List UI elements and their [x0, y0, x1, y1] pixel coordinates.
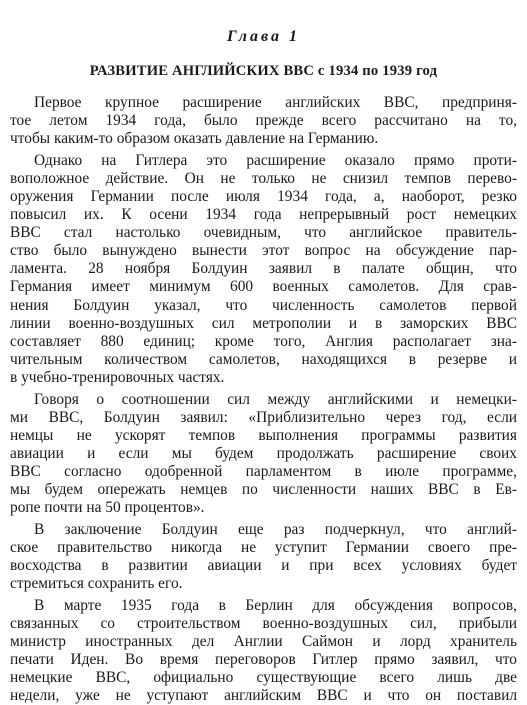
text-line: чительным количеством самолетов, находящихся в резерве и: [10, 350, 517, 368]
paragraph: [10, 597, 517, 705]
chapter-heading: Глава 1: [226, 28, 301, 45]
text-line: ское правительство никогда не уступит Германии своего пре-: [10, 538, 517, 556]
text-line: авиации и если мы будем продолжать расширение своих: [10, 444, 517, 462]
body-text: [10, 94, 517, 705]
text-line: связанных со строительством военно-воздушных сил, прибыли: [10, 614, 517, 632]
text-line: печати Иден. Во время переговоров Гитлер прямо заявил, что: [10, 650, 517, 668]
text-line: тое летом 1934 года, было прежде всего рассчитано на то,: [10, 112, 517, 130]
text-line: ВВС согласно одобренной парламентом в июле программе,: [10, 462, 517, 480]
text-line: стремиться сохранить его.: [10, 574, 183, 592]
text-line: ламента. 28 ноября Болдуин заявил в палате общин, что: [10, 260, 517, 278]
text-line: министр иностранных дел Англии Саймон и лорд хранитель: [10, 632, 517, 650]
text-line: В заключение Болдуин еще раз подчеркнул, что англий-: [34, 520, 517, 538]
text-line: чтобы каким-то образом оказать давление на Германию.: [10, 130, 379, 148]
text-line: составляет 880 единиц; кроме того, Англия располагает зна-: [10, 332, 517, 350]
text-line: линии военно-воздушных сил метрополии и в заморских ВВС: [10, 314, 517, 332]
text-line: В марте 1935 года в Берлин для обсуждения вопросов,: [34, 596, 517, 614]
text-line: немецкие ВВС, официально существующие всего лишь две: [10, 668, 517, 686]
paragraph: [10, 521, 517, 593]
text-line: немцы не ускорят темпов выполнения программы развития: [10, 426, 517, 444]
text-line: ми ВВС, Болдуин заявил: «Приблизительно через год, если: [10, 408, 517, 426]
text-line: Первое крупное расширение английских ВВС, предприня-: [34, 94, 517, 111]
paragraph: [10, 94, 517, 148]
text-line: восходства в развитии авиации и при всех условиях будет: [10, 556, 517, 574]
chapter-title: РАЗВИТИЕ АНГЛИЙСКИХ ВВС с 1934 по 1939 год: [89, 63, 438, 79]
text-line: Однако на Гитлера это расширение оказало прямо проти-: [34, 151, 517, 169]
text-line: недели, уже не уступают английским ВВС и что он поставил: [10, 687, 517, 704]
text-line: ропе почти на 50 процентов».: [10, 499, 205, 517]
paragraph: [10, 152, 517, 387]
text-line: ВВС стал настолько очевидным, что английское правитель-: [10, 224, 517, 242]
text-line: Говоря о соотношении сил между английскими и немецки-: [34, 390, 517, 408]
text-line: в учебно-тренировочных частях.: [10, 368, 225, 386]
text-line: ство было вынуждено вынести этот вопрос на обсуждение пар-: [10, 242, 517, 260]
text-line: оружения Германии после июля 1934 года, а, наоборот, резко: [10, 187, 517, 205]
text-line: мы будем опережать немцев по численности наших ВВС в Ев-: [10, 480, 517, 498]
text-line: Германия имеет минимум 600 военных самолетов. Для срав-: [10, 278, 517, 296]
paragraph: [10, 391, 517, 518]
text-line: нения Болдуин указал, что численность самолетов первой: [10, 296, 517, 314]
text-line: повысил их. К осени 1934 года непрерывный рост немецких: [10, 206, 517, 224]
text-line: воположное действие. Он не только не снизил темпов перево-: [10, 169, 517, 187]
